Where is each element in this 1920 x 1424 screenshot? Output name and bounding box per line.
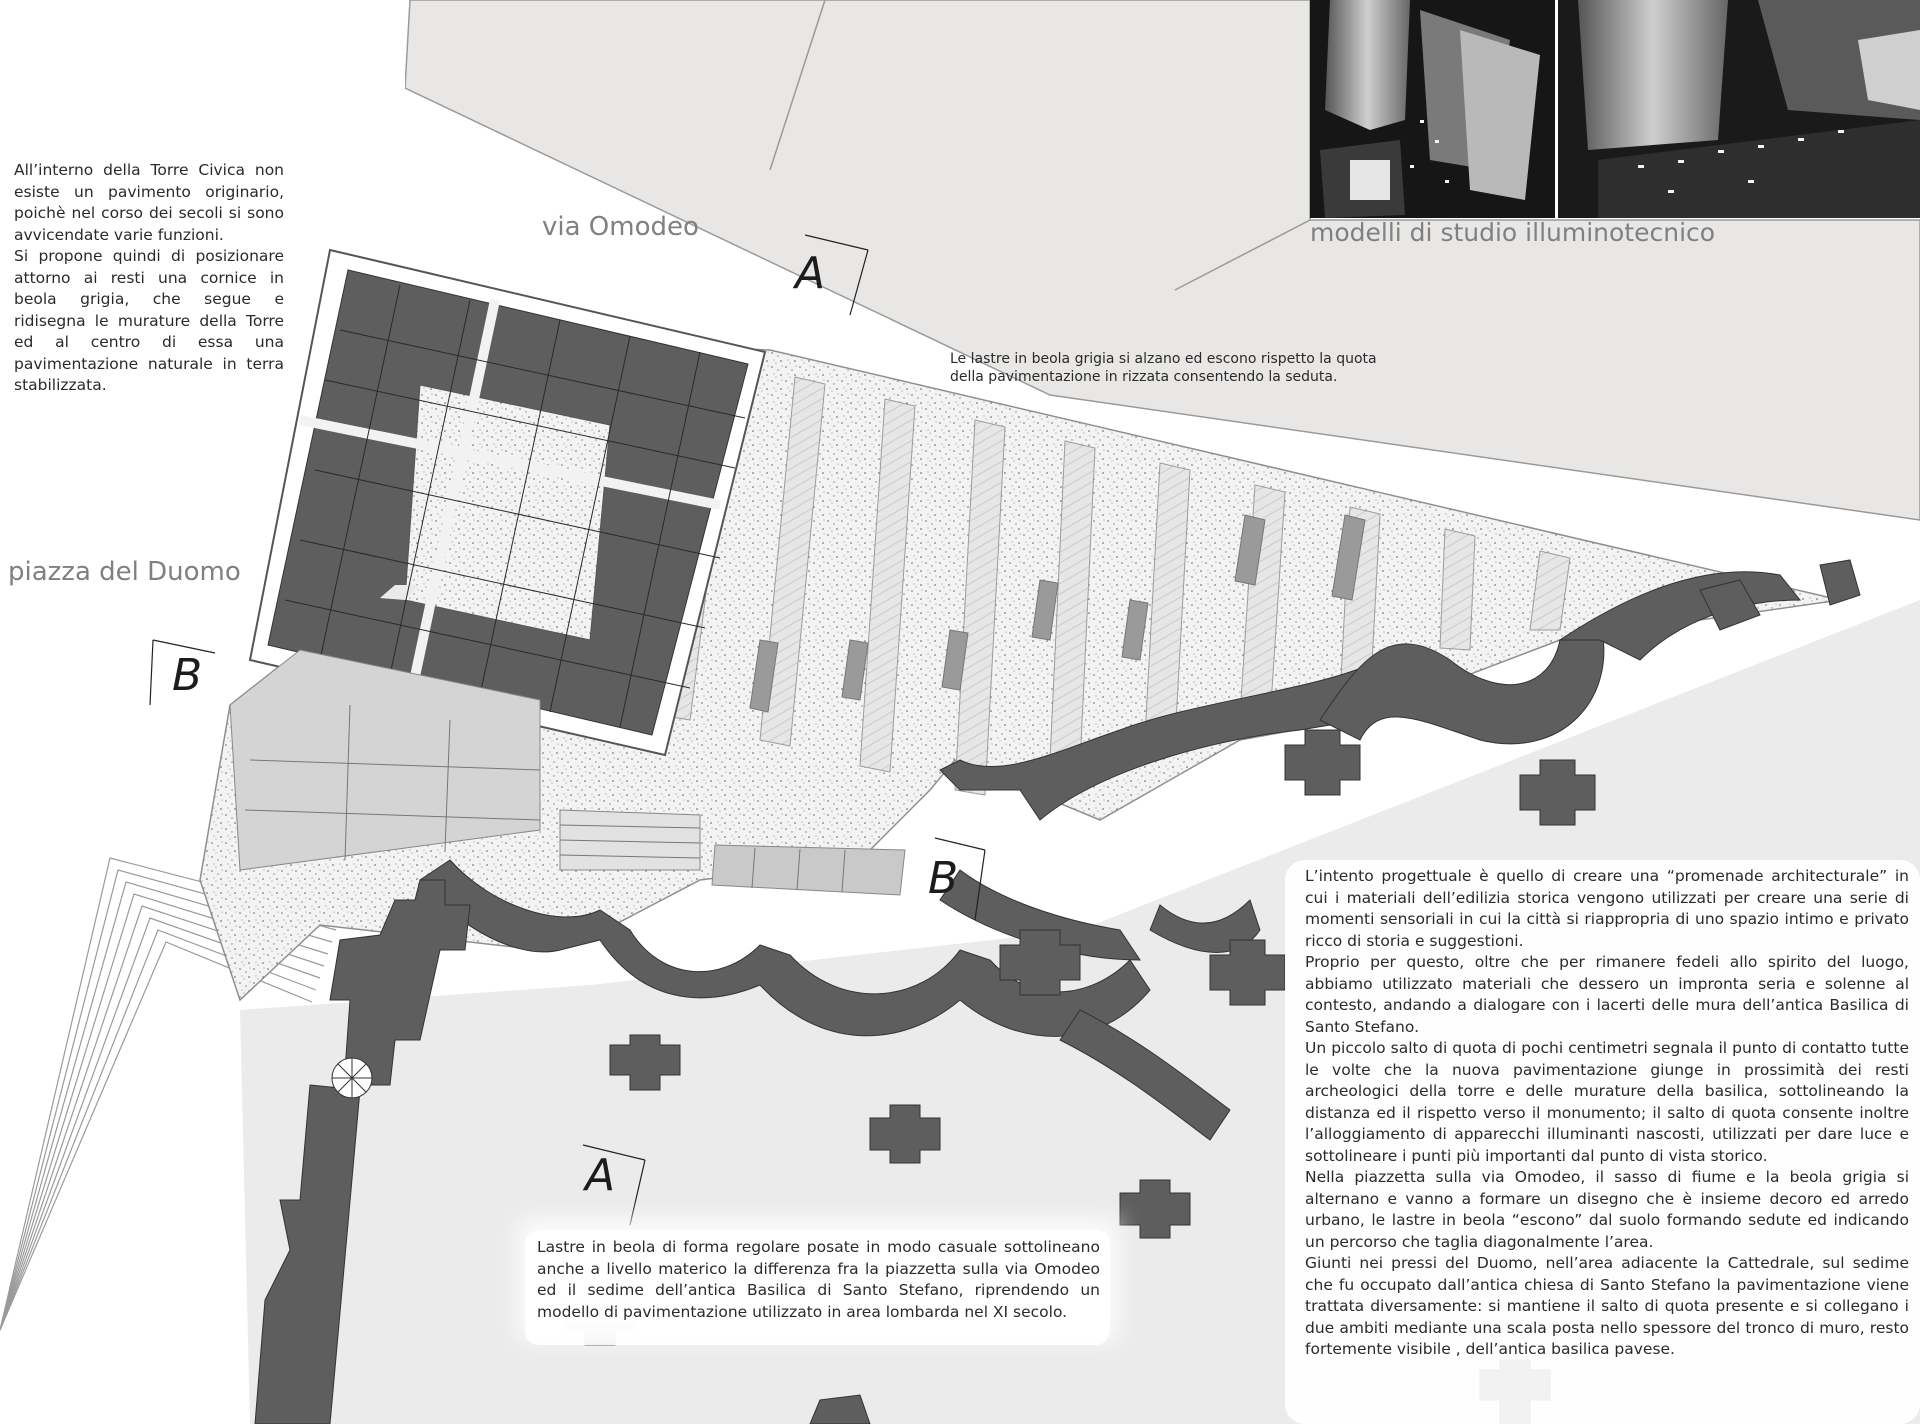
- note-lastre-basilica: Lastre in beola di forma regolare posate in modo casuale sottolineano anche a livello materico la differenza fra la piazzetta sulla via Omodeo ed il sedime dell’antica Basilica di Santo Stefano, riprendendo un modello di pavimentazione utilizzato in area lombarda nel XI secolo.: [537, 1237, 1100, 1323]
- note-intento-progettuale: L’intento progettuale è quello di creare una “promenade architecturale” in cui i materiali dell’edilizia storica vengono utilizzati per creare una serie di momenti sensoriali in cui la città si riappropria di uno spazio intimo e privato ricco di storia e suggestioni. Proprio per questo, oltre che per rimanere fedeli allo spirito del luogo, abbiamo utilizzato materiali che dessero un impronta seria e solenne al contesto, andando a dialogare con i lacerti delle mura dell’antica Basilica di Santo Stefano. Un piccolo salto di quota di pochi centimetri segnala il punto di contatto tutte le volte che la nuova pavimentazione giunge in prossimità dei resti archeologici della torre e delle murature della basilica, sottolineando la distanza ed il rispetto verso il monumento; il salto di quota consente inoltre l’alloggiamento di apparecchi illuminanti nascosti, utilizzati per dare luce e sottolineare i punti più importanti dal punto di vista storico. Nella piazzetta sulla via Omodeo, il sasso di fiume e la beola grigia si alternano e vanno a formare un disegno che è insieme decoro ed arredo urbano, le lastre in beola “escono” dal suolo formando sedute ed indicando un percorso che taglia diagonalmente l’area. Giunti nei pressi del Duomo, nell’area adiacente la Cattedrale, sul sedime che fu occupato dall’antica chiesa di Santo Stefano la pavimentazione viene trattata diversamente: si mantiene il salto di quota presente e si collegano i due ambiti mediante una scala posta nello spessore del tronco di muro, resto fortemente visibile , dell’antica basilica pavese.: [1305, 867, 1909, 1358]
- section-mark-a-bottom: A: [585, 1150, 616, 1201]
- lighting-model-photo-2: [1558, 0, 1920, 218]
- note-lastre-seduta: Le lastre in beola grigia si alzano ed escono rispetto la quota della pavimentazione in rizzata consentendo la seduta.: [950, 351, 1377, 385]
- street-label-piazza-duomo: piazza del Duomo: [8, 557, 241, 587]
- note-torre-civica: All’interno della Torre Civica non esiste un pavimento originario, poichè nel corso dei secoli si sono avvicendate varie funzioni. Si propone quindi di posizionare attorno ai resti una cornice in beola grigia, che segue e ridisegna le murature della Torre ed al centro di essa una pavimentazione naturale in terra stabilizzata.: [14, 161, 284, 394]
- models-caption: modelli di studio illuminotecnico: [1310, 218, 1716, 247]
- section-mark-a-top: A: [795, 248, 826, 299]
- spiral-stair: [332, 1058, 372, 1098]
- section-mark-b-left: B: [172, 650, 203, 701]
- street-label-via-omodeo: via Omodeo: [542, 212, 699, 242]
- lighting-model-photo-1: [1310, 0, 1555, 218]
- section-mark-b-center: B: [928, 853, 959, 904]
